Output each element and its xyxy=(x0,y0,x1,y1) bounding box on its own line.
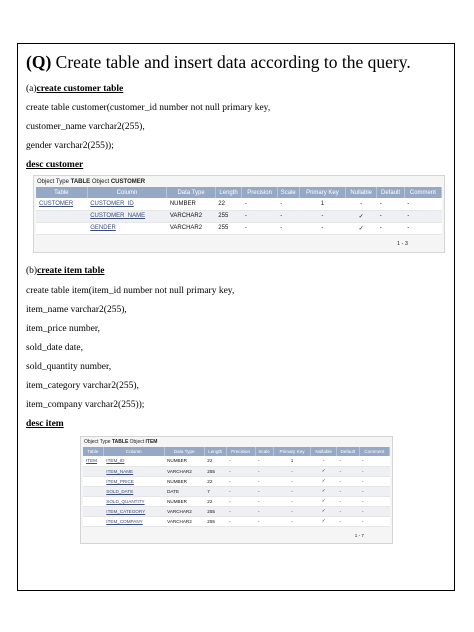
column-name-cell[interactable]: ITEM_PRICE xyxy=(103,476,164,486)
column-name-cell[interactable]: ITEM_CATEGORY xyxy=(103,506,164,516)
item-columns-table xyxy=(83,447,390,527)
column-header: Default xyxy=(377,187,405,198)
table-cell: - xyxy=(255,466,273,476)
table-cell: - xyxy=(226,516,255,526)
table-cell: - xyxy=(226,476,255,486)
table-cell: - xyxy=(273,516,311,526)
table-name-cell xyxy=(83,496,103,506)
table-row xyxy=(83,516,390,526)
table-cell: DATE xyxy=(164,486,204,496)
table-row xyxy=(36,210,442,222)
table-cell: 255 xyxy=(215,222,242,234)
table-cell: - xyxy=(277,210,299,222)
table-cell: - xyxy=(336,506,359,516)
question-number: (Q) xyxy=(26,52,52,72)
table-cell: VARCHAR2 xyxy=(164,466,204,476)
table-cell: - xyxy=(377,210,405,222)
object-type-label: Object Type xyxy=(84,439,111,445)
part-a-title: create customer table xyxy=(36,84,124,94)
table-cell: 22 xyxy=(204,476,226,486)
table-cell: - xyxy=(255,456,273,466)
item-object-line xyxy=(84,439,157,445)
table-row xyxy=(36,222,442,234)
nullable-check-icon: ✓ xyxy=(346,222,377,234)
column-header: Scale xyxy=(277,187,299,198)
table-cell: - xyxy=(273,506,311,516)
table-cell: - xyxy=(277,222,299,234)
table-row xyxy=(83,506,390,516)
column-header: Table xyxy=(83,447,103,456)
table-cell: 255 xyxy=(215,210,242,222)
table-cell: - xyxy=(336,486,359,496)
object-label: Object xyxy=(91,179,110,185)
column-header: Column xyxy=(103,447,164,456)
table-cell: NUMBER xyxy=(164,476,204,486)
table-cell: 255 xyxy=(204,466,226,476)
part-b-title: create item table xyxy=(37,266,105,276)
table-cell: - xyxy=(242,198,277,210)
table-cell: - xyxy=(255,506,273,516)
table-cell: VARCHAR2 xyxy=(164,516,204,526)
table-row xyxy=(83,476,390,486)
table-row xyxy=(83,486,390,496)
table-cell: - xyxy=(242,222,277,234)
column-header: Data Type xyxy=(164,447,204,456)
table-cell: - xyxy=(226,466,255,476)
table-cell: - xyxy=(359,456,389,466)
table-name-cell xyxy=(83,516,103,526)
table-name-cell xyxy=(83,476,103,486)
table-cell: - xyxy=(226,506,255,516)
table-cell: - xyxy=(336,456,359,466)
table-cell: NUMBER xyxy=(164,496,204,506)
column-header: Column xyxy=(87,187,167,198)
table-cell: - xyxy=(277,198,299,210)
sql-line: sold_date date, xyxy=(26,343,83,353)
table-name-cell xyxy=(83,506,103,516)
question-text: Create table and insert data according to the query. xyxy=(51,52,411,72)
table-name-cell xyxy=(36,210,87,222)
table-row xyxy=(83,466,390,476)
customer-describe-panel xyxy=(33,175,445,253)
table-cell: - xyxy=(346,198,377,210)
column-header: Comment xyxy=(404,187,441,198)
table-name-cell xyxy=(83,486,103,496)
column-header: Nullable xyxy=(311,447,337,456)
question-title xyxy=(26,52,411,73)
object-name: CUSTOMER xyxy=(110,179,146,185)
object-label: Object xyxy=(129,439,145,445)
part-a-heading xyxy=(26,84,123,94)
sql-line: item_category varchar2(255), xyxy=(26,381,139,391)
object-type-label: Object Type xyxy=(37,179,69,185)
table-cell: - xyxy=(336,476,359,486)
table-cell: 1 xyxy=(299,198,345,210)
sql-line: sold_quantity number, xyxy=(26,362,112,372)
table-cell: - xyxy=(226,486,255,496)
table-cell: - xyxy=(336,516,359,526)
table-cell: NUMBER xyxy=(164,456,204,466)
column-header: Scale xyxy=(255,447,273,456)
column-name-cell[interactable]: CUSTOMER_ID xyxy=(87,198,167,210)
column-header: Length xyxy=(204,447,226,456)
table-cell: - xyxy=(273,476,311,486)
column-header: Comment xyxy=(359,447,389,456)
table-cell: 22 xyxy=(215,198,242,210)
table-cell: - xyxy=(255,486,273,496)
nullable-check-icon: ✓ xyxy=(311,506,337,516)
table-cell: - xyxy=(404,222,441,234)
sql-line: item_name varchar2(255), xyxy=(26,305,127,315)
table-cell: - xyxy=(336,466,359,476)
customer-columns-table xyxy=(36,187,442,235)
table-cell: - xyxy=(273,466,311,476)
table-cell: VARCHAR2 xyxy=(167,222,215,234)
column-header: Nullable xyxy=(346,187,377,198)
sql-line: item_price number, xyxy=(26,324,101,334)
object-type-value: TABLE xyxy=(111,439,129,445)
column-header: Data Type xyxy=(167,187,215,198)
column-header: Precision xyxy=(242,187,277,198)
table-cell: VARCHAR2 xyxy=(167,210,215,222)
table-header-row xyxy=(36,187,442,198)
table-name-cell xyxy=(36,222,87,234)
table-cell: - xyxy=(404,198,441,210)
column-name-cell[interactable]: ITEM_ID xyxy=(103,456,164,466)
table-header-row xyxy=(83,447,390,456)
sql-line: gender varchar2(255)); xyxy=(26,141,114,151)
customer-object-line xyxy=(37,179,145,185)
table-cell: 255 xyxy=(204,516,226,526)
table-cell: - xyxy=(359,516,389,526)
table-cell: - xyxy=(377,198,405,210)
table-cell: - xyxy=(273,496,311,506)
customer-pager: 1 - 3 xyxy=(396,241,408,247)
column-header: Primary Key xyxy=(273,447,311,456)
table-cell: - xyxy=(359,466,389,476)
table-name-cell[interactable]: ITEM xyxy=(83,456,103,466)
table-cell: - xyxy=(226,456,255,466)
table-row xyxy=(83,456,390,466)
part-b-prefix: (b) xyxy=(26,266,38,276)
column-header: Table xyxy=(36,187,87,198)
table-cell: - xyxy=(359,476,389,486)
table-name-cell[interactable]: CUSTOMER xyxy=(36,198,87,210)
nullable-check-icon: ✓ xyxy=(311,466,337,476)
sql-line: create table item(item_id number not null primary key, xyxy=(26,286,235,296)
column-name-cell[interactable]: GENDER xyxy=(87,222,167,234)
table-cell: 1 xyxy=(273,456,311,466)
column-name-cell[interactable]: SOLD_QUANTITY xyxy=(103,496,164,506)
item-describe-panel xyxy=(80,436,393,544)
column-name-cell[interactable]: SOLD_DATE xyxy=(103,486,164,496)
column-header: Primary Key xyxy=(299,187,345,198)
column-name-cell[interactable]: ITEM_COMPANY xyxy=(103,516,164,526)
table-cell: - xyxy=(226,496,255,506)
object-name: ITEM xyxy=(145,439,158,445)
table-row xyxy=(83,496,390,506)
nullable-check-icon: ✓ xyxy=(311,496,337,506)
table-cell: - xyxy=(359,506,389,516)
table-row xyxy=(36,198,442,210)
sql-line: customer_name varchar2(255), xyxy=(26,122,145,132)
nullable-check-icon: ✓ xyxy=(311,486,337,496)
table-cell: - xyxy=(242,210,277,222)
table-cell: 22 xyxy=(204,496,226,506)
table-cell: 7 xyxy=(204,486,226,496)
nullable-check-icon: ✓ xyxy=(311,516,337,526)
table-cell: - xyxy=(404,210,441,222)
part-b-heading xyxy=(26,266,104,276)
column-header: Length xyxy=(215,187,242,198)
table-cell: NUMBER xyxy=(167,198,215,210)
object-type-value: TABLE xyxy=(70,179,91,185)
column-header: Precision xyxy=(226,447,255,456)
nullable-check-icon: ✓ xyxy=(346,210,377,222)
table-cell: - xyxy=(255,476,273,486)
table-cell: - xyxy=(299,222,345,234)
table-cell: - xyxy=(377,222,405,234)
table-cell: - xyxy=(336,496,359,506)
column-name-cell[interactable]: CUSTOMER_NAME xyxy=(87,210,167,222)
item-pager: 1 - 7 xyxy=(354,533,364,538)
nullable-check-icon: ✓ xyxy=(311,476,337,486)
part-a-prefix: (a) xyxy=(26,84,37,94)
table-cell: VARCHAR2 xyxy=(164,506,204,516)
column-name-cell[interactable]: ITEM_NAME xyxy=(103,466,164,476)
table-cell: 22 xyxy=(204,456,226,466)
table-cell: - xyxy=(359,486,389,496)
table-cell: - xyxy=(311,456,337,466)
table-cell: - xyxy=(299,210,345,222)
sql-line: create table customer(customer_id number not null primary key, xyxy=(26,103,271,113)
table-cell: - xyxy=(273,486,311,496)
sql-line: item_company varchar2(255)); xyxy=(26,400,145,410)
table-cell: 255 xyxy=(204,506,226,516)
desc-customer-heading: desc customer xyxy=(26,160,84,170)
table-cell: - xyxy=(359,496,389,506)
column-header: Default xyxy=(336,447,359,456)
table-name-cell xyxy=(83,466,103,476)
desc-item-heading: desc item xyxy=(26,419,64,429)
table-cell: - xyxy=(255,516,273,526)
table-cell: - xyxy=(255,496,273,506)
